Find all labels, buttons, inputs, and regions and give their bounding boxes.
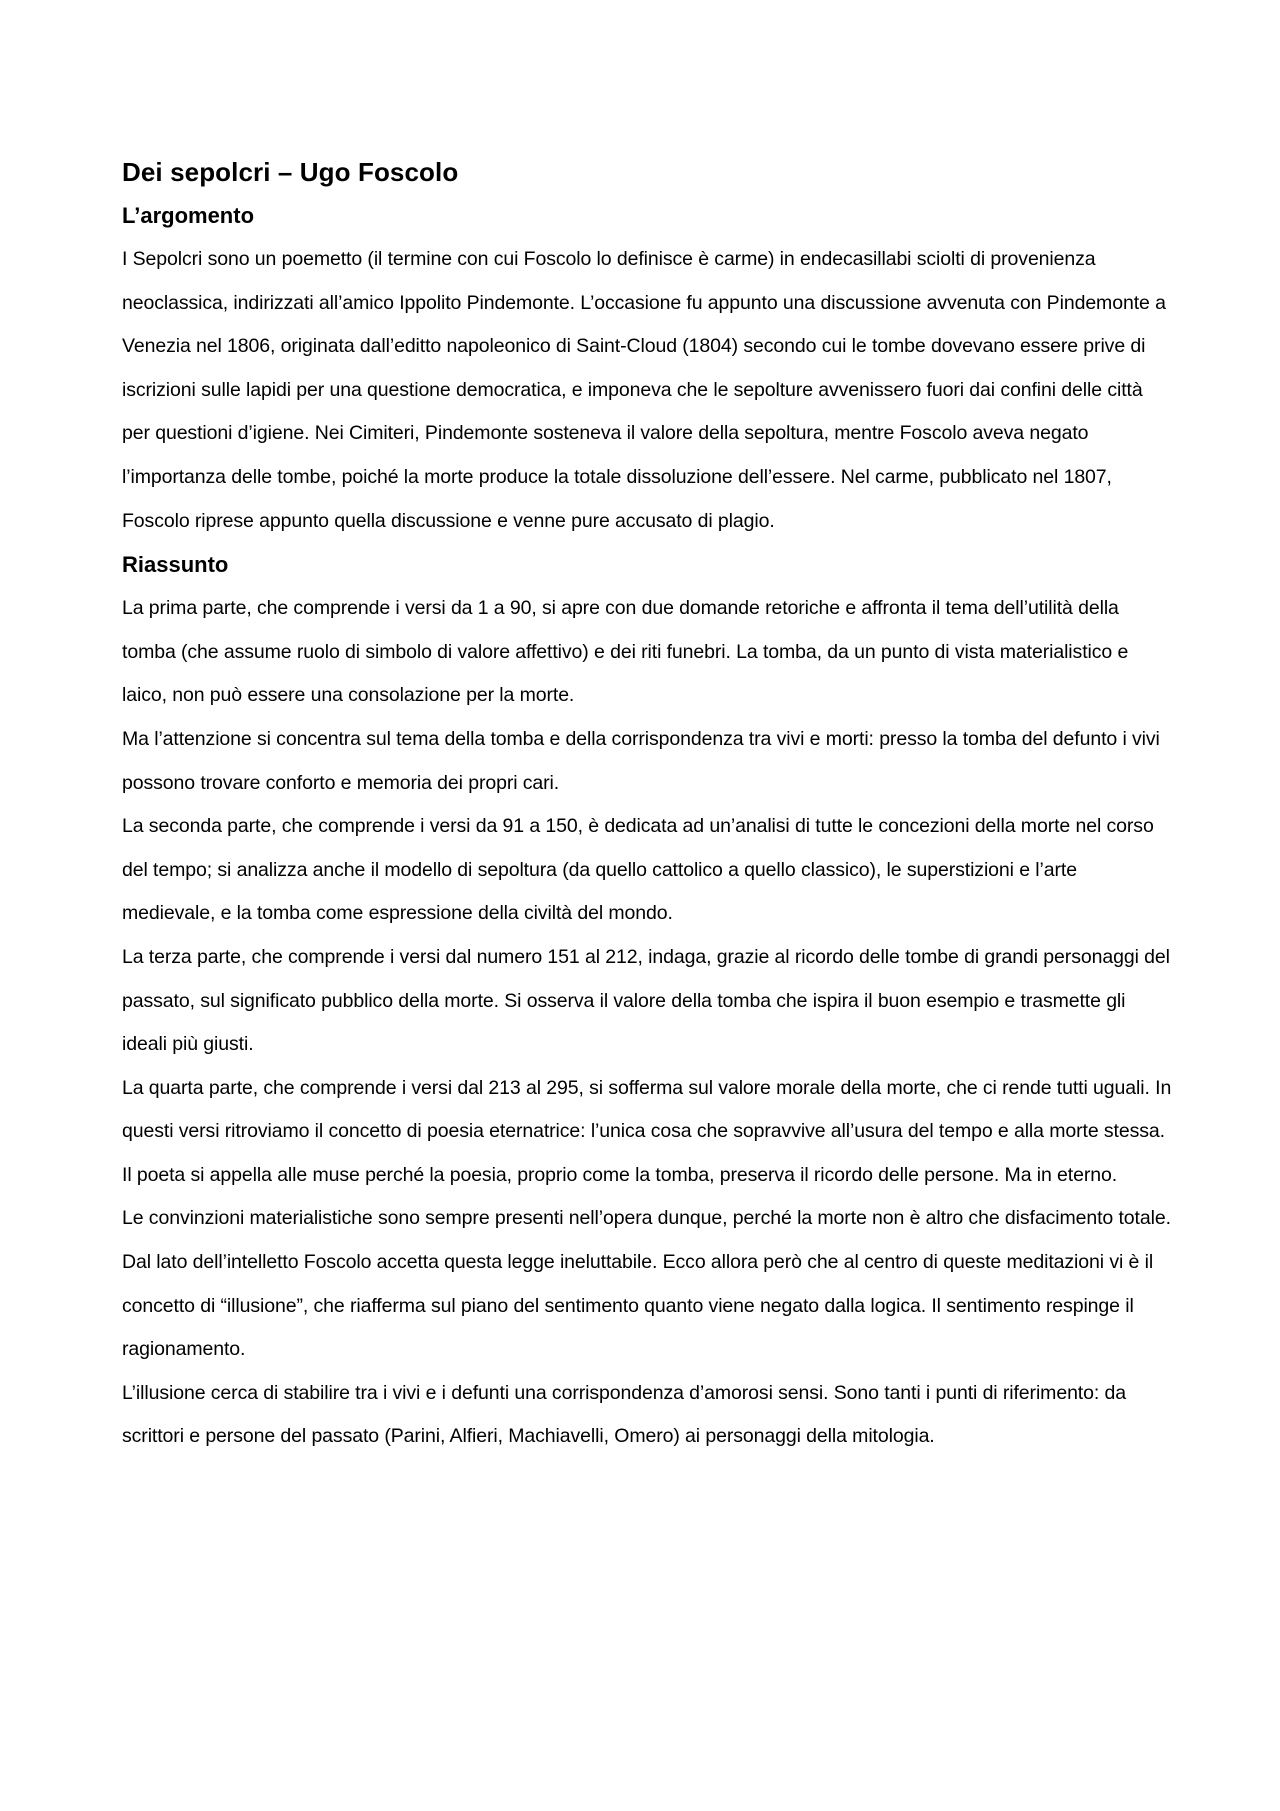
paragraph-riassunto-2: Ma l’attenzione si concentra sul tema della tomba e della corrispondenza tra vivi e morti: presso la tomba del defunto i vivi possono trovare conforto e memoria dei propri cari.: [122, 727, 1160, 794]
document-page: [122, 150, 1172, 1459]
paragraph-riassunto-1: La prima parte, che comprende i versi da 1 a 90, si apre con due domande retoriche e affronta il tema dell’utilità della tomba (che assume ruolo di simbolo di valore affettivo) e dei riti funebri. La tomba, da un punto di vista materialistico e laico, non può essere una consolazione per la morte.: [122, 597, 1129, 707]
paragraph-riassunto-5: La quarta parte, che comprende i versi dal 213 al 295, si sofferma sul valore morale della morte, che ci rende tutti uguali. In questi versi ritroviamo il concetto di poesia eternatrice: l’unica cosa che sopravvive all’usura del tempo e alla morte stessa. Il poeta si appella alle muse perché la poesia, proprio come la tomba, preserva il ricordo delle persone. Ma in eterno.: [122, 1076, 1172, 1186]
section-heading-argomento: L’argomento: [122, 203, 255, 228]
paragraph-riassunto-4: La terza parte, che comprende i versi dal numero 151 al 212, indaga, grazie al ricordo delle tombe di grandi personaggi del passato, sul significato pubblico della morte. Si osserva il valore della tomba che ispira il buon esempio e trasmette gli ideali più giusti.: [122, 945, 1170, 1056]
paragraph-riassunto-6: Le convinzioni materialistiche sono sempre presenti nell’opera dunque, perché la morte non è altro che disfacimento totale. Dal lato dell’intelletto Foscolo accetta questa legge ineluttabile. Ecco allora però che al centro di queste meditazioni vi è il concetto di “illusione”, che riafferma sul piano del sentimento quanto viene negato dalla logica. Il sentimento respinge il ragionamento.: [122, 1207, 1171, 1361]
page-title: Dei sepolcri – Ugo Foscolo: [122, 157, 459, 187]
paragraph-riassunto-3: La seconda parte, che comprende i versi da 91 a 150, è dedicata ad un’analisi di tutte le concezioni della morte nel corso del tempo; si analizza anche il modello di sepoltura (da quello cattolico a quello classico), le superstizioni e l’arte medievale, e la tomba come espressione della civiltà del mondo.: [122, 815, 1154, 925]
section-heading-riassunto: Riassunto: [122, 552, 229, 578]
paragraph-argomento-1: I Sepolcri sono un poemetto (il termine con cui Foscolo lo definisce è carme) in endecasillabi sciolti di provenienza neoclassica, indirizzati all’amico Ippolito Pindemonte. L’occasione fu appunto una discussione avvenuta con Pindemonte a Venezia nel 1806, originata dall’editto napoleonico di Saint-Cloud (1804) secondo cui le tombe dovevano essere prive di iscrizioni sulle lapidi per una questione democratica, e imponeva che le sepolture avvenissero fuori dai confini delle città per questioni d’igiene. Nei Cimiteri, Pindemonte sosteneva il valore della sepoltura, mentre Foscolo aveva negato l’importanza delle tombe, poiché la morte produce la totale dissoluzione dell’essere. Nel carme, pubblicato nel 1807, Foscolo riprese appunto quella discussione e venne pure accusato di plagio.: [122, 248, 1166, 532]
paragraph-riassunto-7: L’illusione cerca di stabilire tra i vivi e i defunti una corrispondenza d’amorosi sensi. Sono tanti i punti di riferimento: da scrittori e persone del passato (Parini, Alfieri, Machiavelli, Omero) ai personaggi della mitologia.: [122, 1381, 1126, 1448]
